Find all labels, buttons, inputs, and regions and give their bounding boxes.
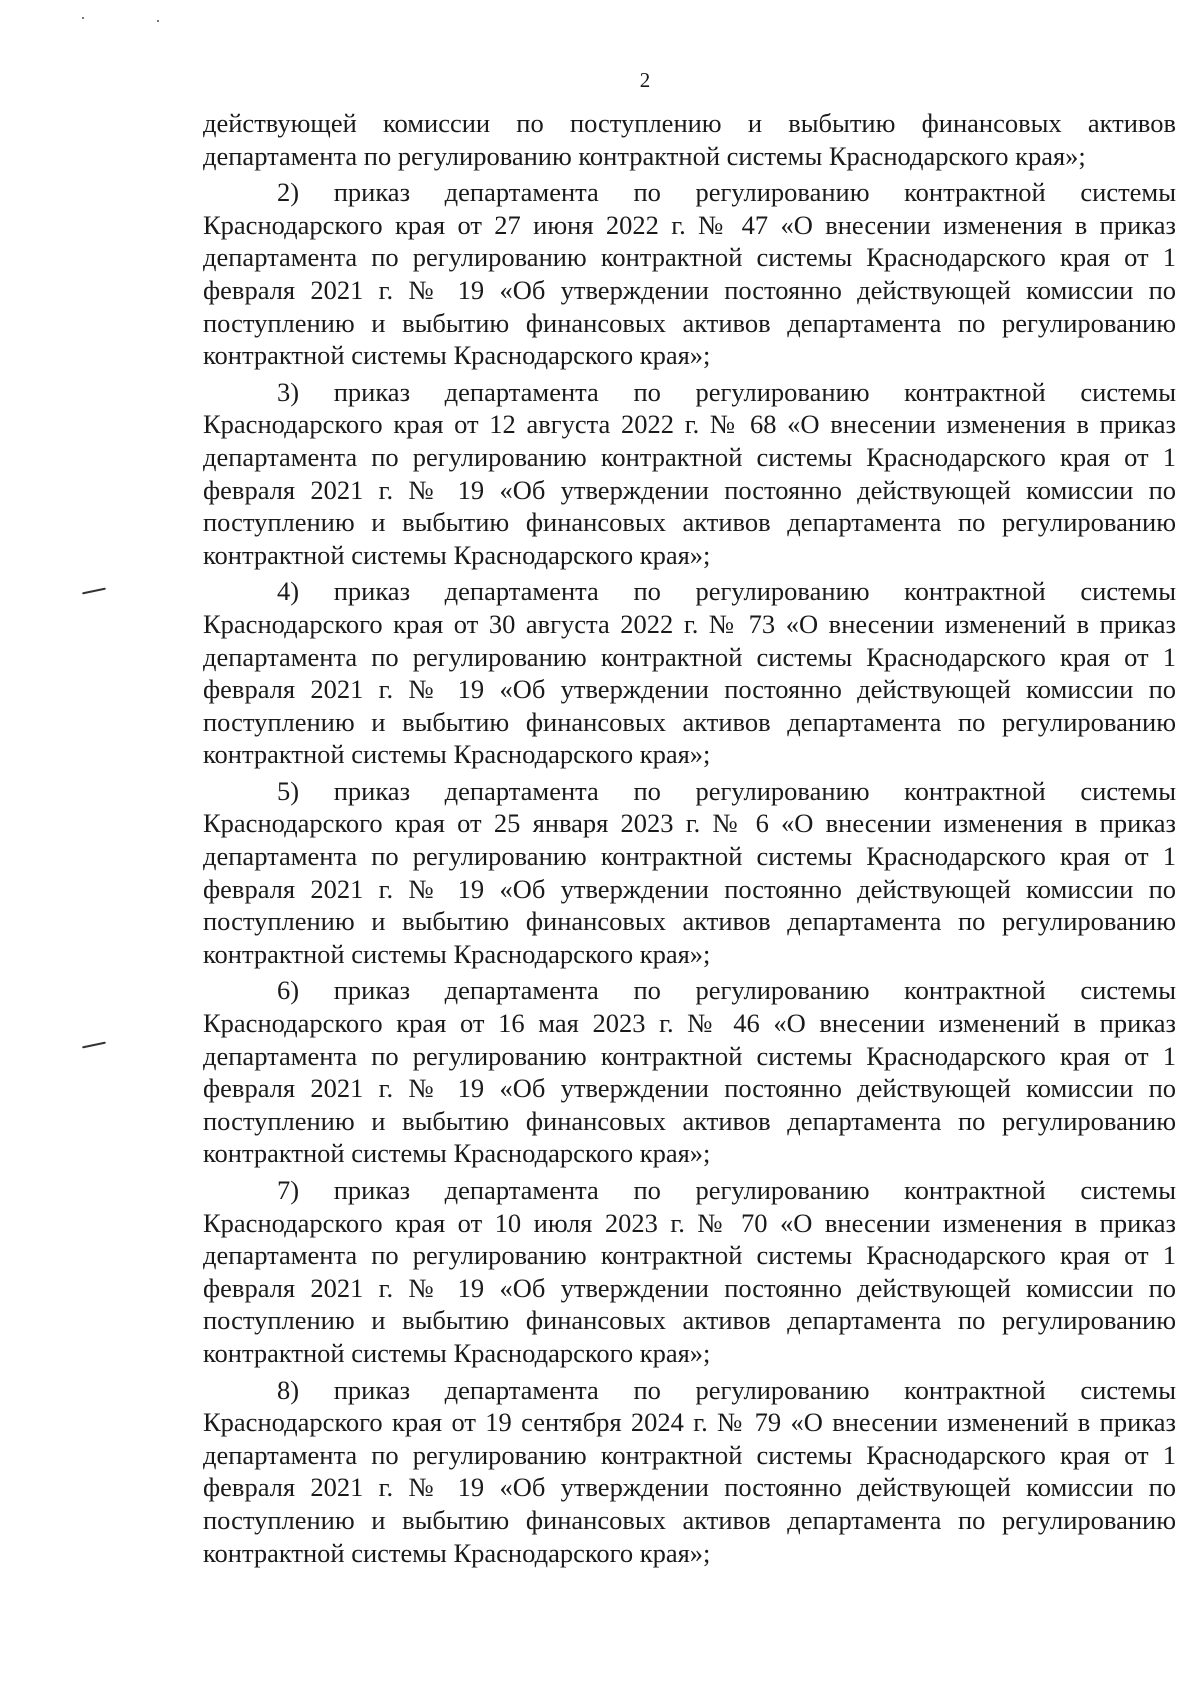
scan-artifact (157, 20, 159, 22)
paragraph-continuation: действующей комиссии по поступлению и выбытию финансовых активов департамента по регулированию контрактной системы Краснодарского края»; (203, 108, 1176, 171)
scan-artifact (82, 1042, 106, 1049)
document-body (203, 107, 1176, 1573)
list-item-8: 8) приказ департамента по регулированию контрактной системы Краснодарского края от 19 сентября 2024 г. № 79 «О внесении изменений в приказ департамента по регулированию контрактной системы Краснодарского края от 1 февраля 2021 г. № 19 «Об утверждении постоянно действующей комиссии по поступлению и выбытию финансовых активов департамента по регулированию контрактной системы Краснодарского края»; (203, 1374, 1176, 1568)
list-item-7: 7) приказ департамента по регулированию контрактной системы Краснодарского края от 10 июля 2023 г. № 70 «О внесении изменения в приказ департамента по регулированию контрактной системы Краснодарского края от 1 февраля 2021 г. № 19 «Об утверждении постоянно действующей комиссии по поступлению и выбытию финансовых активов департамента по регулированию контрактной системы Краснодарского края»; (203, 1175, 1176, 1368)
scan-artifact (82, 17, 84, 19)
list-item-5: 5) приказ департамента по регулированию контрактной системы Краснодарского края от 25 января 2023 г. № 6 «О внесении изменения в приказ департамента по регулированию контрактной системы Краснодарского края от 1 февраля 2021 г. № 19 «Об утверждении постоянно действующей комиссии по поступлению и выбытию финансовых активов департамента по регулированию контрактной системы Краснодарского края»; (203, 775, 1176, 969)
page-number: 2 (639, 68, 651, 92)
list-item-4: 4) приказ департамента по регулированию контрактной системы Краснодарского края от 30 августа 2022 г. № 73 «О внесении изменений в приказ департамента по регулированию контрактной системы Краснодарского края от 1 февраля 2021 г. № 19 «Об утверждении постоянно действующей комиссии по поступлению и выбытию финансовых активов департамента по регулированию контрактной системы Краснодарского края»; (203, 576, 1176, 770)
list-item-3: 3) приказ департамента по регулированию контрактной системы Краснодарского края от 12 августа 2022 г. № 68 «О внесении изменения в приказ департамента по регулированию контрактной системы Краснодарского края от 1 февраля 2021 г. № 19 «Об утверждении постоянно действующей комиссии по поступлению и выбытию финансовых активов департамента по регулированию контрактной системы Краснодарского края»; (203, 376, 1176, 570)
list-item-2: 2) приказ департамента по регулированию контрактной системы Краснодарского края от 27 июня 2022 г. № 47 «О внесении изменения в приказ департамента по регулированию контрактной системы Краснодарского края от 1 февраля 2021 г. № 19 «Об утверждении постоянно действующей комиссии по поступлению и выбытию финансовых активов департамента по регулированию контрактной системы Краснодарского края»; (203, 177, 1176, 371)
list-item-6: 6) приказ департамента по регулированию контрактной системы Краснодарского края от 16 мая 2023 г. № 46 «О внесении изменений в приказ департамента по регулированию контрактной системы Краснодарского края от 1 февраля 2021 г. № 19 «Об утверждении постоянно действующей комиссии по поступлению и выбытию финансовых активов департамента по регулированию контрактной системы Краснодарского края»; (203, 975, 1176, 1169)
scan-artifact (82, 588, 106, 595)
